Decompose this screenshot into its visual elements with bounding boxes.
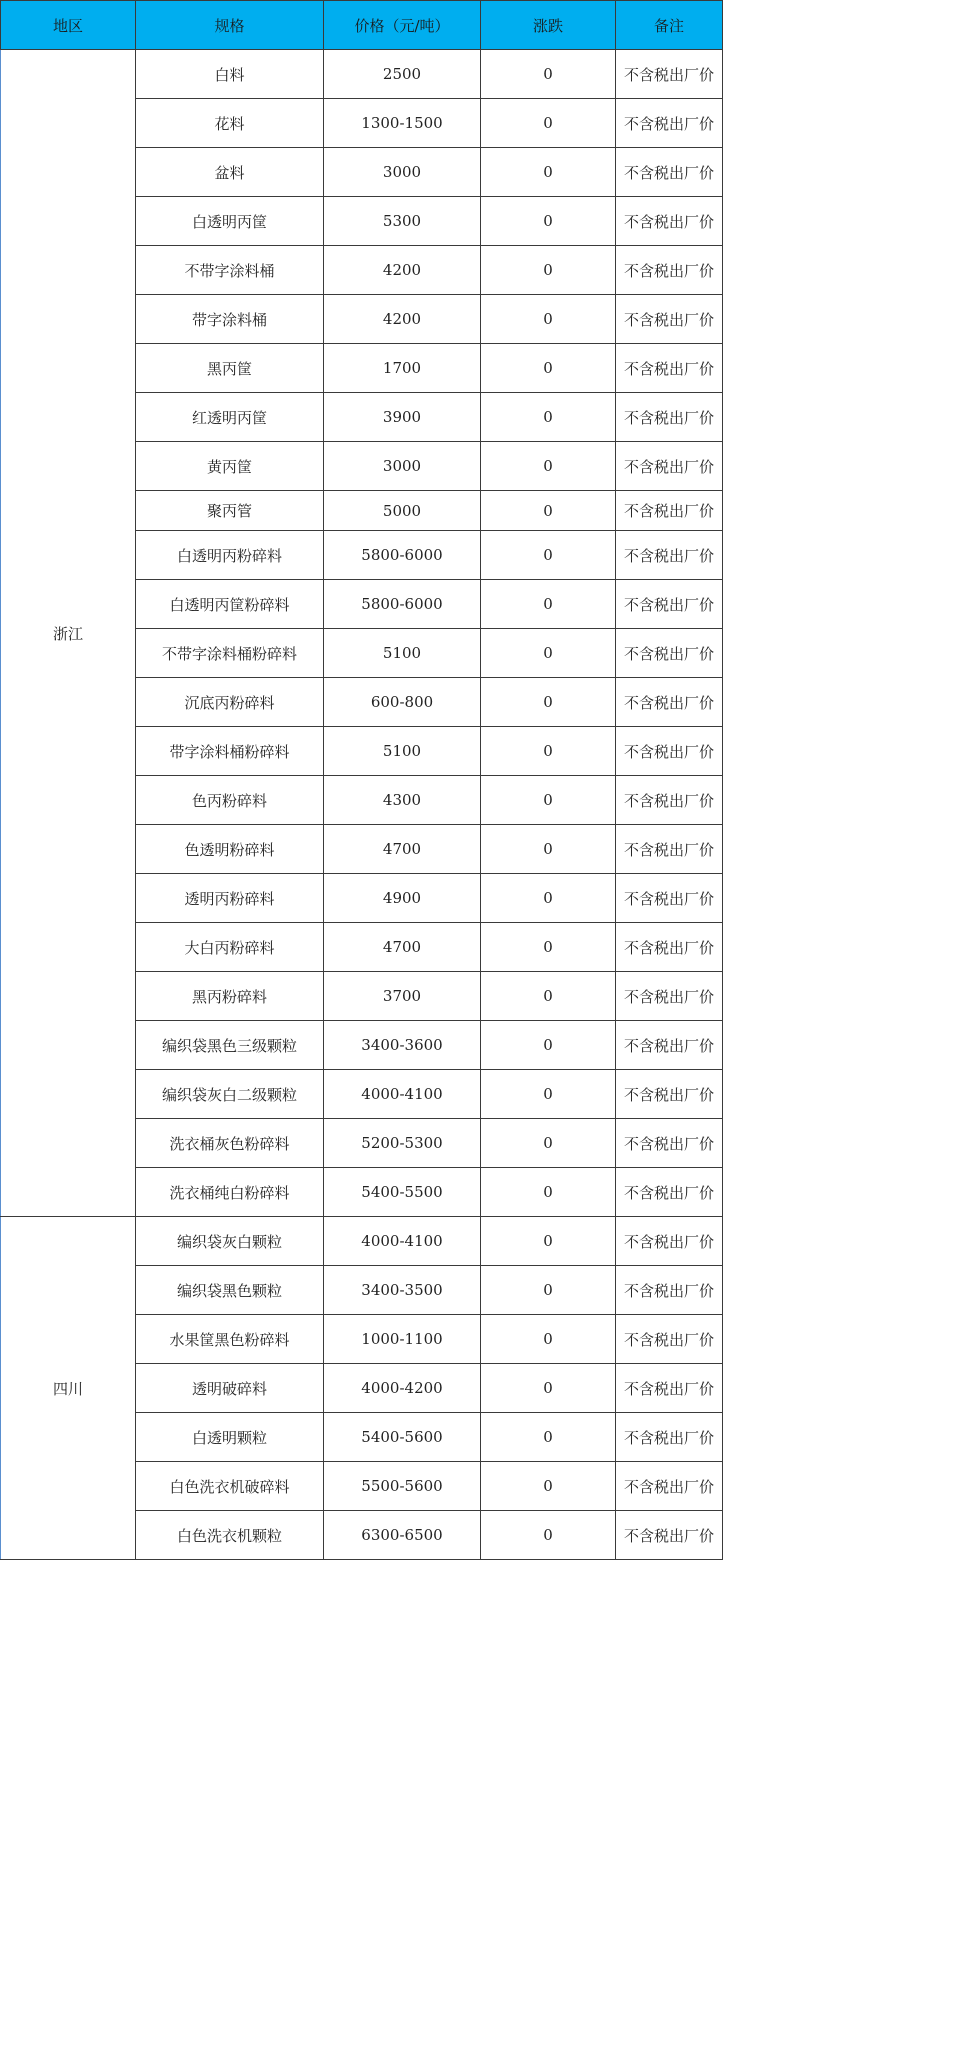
header-change: 涨跌 (481, 1, 616, 50)
price-cell: 5500-5600 (324, 1462, 481, 1511)
change-cell: 0 (481, 1168, 616, 1217)
price-cell: 4900 (324, 874, 481, 923)
price-cell: 4200 (324, 246, 481, 295)
header-row (1, 1, 723, 50)
spec-cell: 洗衣桶纯白粉碎料 (136, 1168, 324, 1217)
note-cell: 不含税出厂价 (616, 295, 723, 344)
price-cell: 3700 (324, 972, 481, 1021)
change-cell: 0 (481, 727, 616, 776)
spec-cell: 白料 (136, 50, 324, 99)
spec-cell: 洗衣桶灰色粉碎料 (136, 1119, 324, 1168)
change-cell: 0 (481, 874, 616, 923)
spec-cell: 不带字涂料桶 (136, 246, 324, 295)
price-cell: 4000-4100 (324, 1070, 481, 1119)
note-cell: 不含税出厂价 (616, 580, 723, 629)
spec-cell: 红透明丙筐 (136, 393, 324, 442)
price-cell: 5800-6000 (324, 580, 481, 629)
spec-cell: 白透明丙筐粉碎料 (136, 580, 324, 629)
spec-cell: 盆料 (136, 148, 324, 197)
spec-cell: 带字涂料桶粉碎料 (136, 727, 324, 776)
note-cell: 不含税出厂价 (616, 99, 723, 148)
price-cell: 6300-6500 (324, 1511, 481, 1560)
spec-cell: 白透明颗粒 (136, 1413, 324, 1462)
note-cell: 不含税出厂价 (616, 1266, 723, 1315)
change-cell: 0 (481, 197, 616, 246)
change-cell: 0 (481, 1070, 616, 1119)
note-cell: 不含税出厂价 (616, 531, 723, 580)
note-cell: 不含税出厂价 (616, 1462, 723, 1511)
note-cell: 不含税出厂价 (616, 1168, 723, 1217)
change-cell: 0 (481, 491, 616, 531)
note-cell: 不含税出厂价 (616, 442, 723, 491)
spec-cell: 透明丙粉碎料 (136, 874, 324, 923)
spec-cell: 大白丙粉碎料 (136, 923, 324, 972)
price-cell: 4700 (324, 923, 481, 972)
note-cell: 不含税出厂价 (616, 923, 723, 972)
price-cell: 2500 (324, 50, 481, 99)
note-cell: 不含税出厂价 (616, 1217, 723, 1266)
price-cell: 5300 (324, 197, 481, 246)
note-cell: 不含税出厂价 (616, 50, 723, 99)
price-cell: 3400-3500 (324, 1266, 481, 1315)
change-cell: 0 (481, 295, 616, 344)
header-spec: 规格 (136, 1, 324, 50)
price-cell: 1300-1500 (324, 99, 481, 148)
spec-cell: 白透明丙粉碎料 (136, 531, 324, 580)
change-cell: 0 (481, 1217, 616, 1266)
price-cell: 5400-5500 (324, 1168, 481, 1217)
price-cell: 3900 (324, 393, 481, 442)
spec-cell: 黑丙筐 (136, 344, 324, 393)
change-cell: 0 (481, 99, 616, 148)
change-cell: 0 (481, 972, 616, 1021)
region-cell: 浙江 (1, 50, 136, 1217)
spec-cell: 编织袋黑色颗粒 (136, 1266, 324, 1315)
change-cell: 0 (481, 776, 616, 825)
price-cell: 4000-4100 (324, 1217, 481, 1266)
note-cell: 不含税出厂价 (616, 1511, 723, 1560)
change-cell: 0 (481, 923, 616, 972)
price-cell: 4000-4200 (324, 1364, 481, 1413)
note-cell: 不含税出厂价 (616, 1021, 723, 1070)
spec-cell: 白色洗衣机颗粒 (136, 1511, 324, 1560)
spec-cell: 透明破碎料 (136, 1364, 324, 1413)
price-cell: 5100 (324, 629, 481, 678)
note-cell: 不含税出厂价 (616, 393, 723, 442)
note-cell: 不含税出厂价 (616, 825, 723, 874)
note-cell: 不含税出厂价 (616, 1413, 723, 1462)
note-cell: 不含税出厂价 (616, 1315, 723, 1364)
change-cell: 0 (481, 1119, 616, 1168)
note-cell: 不含税出厂价 (616, 1070, 723, 1119)
table-row (1, 1217, 723, 1266)
change-cell: 0 (481, 1511, 616, 1560)
price-cell: 600-800 (324, 678, 481, 727)
price-cell: 3400-3600 (324, 1021, 481, 1070)
header-price: 价格（元/吨） (324, 1, 481, 50)
change-cell: 0 (481, 50, 616, 99)
note-cell: 不含税出厂价 (616, 776, 723, 825)
note-cell: 不含税出厂价 (616, 491, 723, 531)
price-cell: 1700 (324, 344, 481, 393)
note-cell: 不含税出厂价 (616, 148, 723, 197)
spec-cell: 色丙粉碎料 (136, 776, 324, 825)
note-cell: 不含税出厂价 (616, 727, 723, 776)
table-header (1, 1, 723, 50)
change-cell: 0 (481, 678, 616, 727)
change-cell: 0 (481, 393, 616, 442)
price-cell: 5200-5300 (324, 1119, 481, 1168)
spec-cell: 水果筐黑色粉碎料 (136, 1315, 324, 1364)
spec-cell: 不带字涂料桶粉碎料 (136, 629, 324, 678)
spec-cell: 带字涂料桶 (136, 295, 324, 344)
spec-cell: 色透明粉碎料 (136, 825, 324, 874)
region-cell: 四川 (1, 1217, 136, 1560)
change-cell: 0 (481, 1266, 616, 1315)
spec-cell: 白色洗衣机破碎料 (136, 1462, 324, 1511)
note-cell: 不含税出厂价 (616, 197, 723, 246)
note-cell: 不含税出厂价 (616, 972, 723, 1021)
price-cell: 5000 (324, 491, 481, 531)
spec-cell: 黑丙粉碎料 (136, 972, 324, 1021)
change-cell: 0 (481, 1315, 616, 1364)
price-cell: 4700 (324, 825, 481, 874)
table-row (1, 50, 723, 99)
spec-cell: 沉底丙粉碎料 (136, 678, 324, 727)
note-cell: 不含税出厂价 (616, 629, 723, 678)
change-cell: 0 (481, 825, 616, 874)
spec-cell: 编织袋灰白颗粒 (136, 1217, 324, 1266)
spec-cell: 花料 (136, 99, 324, 148)
change-cell: 0 (481, 344, 616, 393)
price-cell: 3000 (324, 442, 481, 491)
change-cell: 0 (481, 442, 616, 491)
price-cell: 5800-6000 (324, 531, 481, 580)
price-cell: 5400-5600 (324, 1413, 481, 1462)
price-cell: 3000 (324, 148, 481, 197)
spec-cell: 编织袋灰白二级颗粒 (136, 1070, 324, 1119)
change-cell: 0 (481, 1413, 616, 1462)
change-cell: 0 (481, 1021, 616, 1070)
change-cell: 0 (481, 580, 616, 629)
note-cell: 不含税出厂价 (616, 874, 723, 923)
change-cell: 0 (481, 629, 616, 678)
spec-cell: 聚丙管 (136, 491, 324, 531)
table-body (1, 50, 723, 1560)
price-cell: 1000-1100 (324, 1315, 481, 1364)
change-cell: 0 (481, 531, 616, 580)
change-cell: 0 (481, 148, 616, 197)
spec-cell: 黄丙筐 (136, 442, 324, 491)
change-cell: 0 (481, 1462, 616, 1511)
price-cell: 4200 (324, 295, 481, 344)
note-cell: 不含税出厂价 (616, 344, 723, 393)
header-region: 地区 (1, 1, 136, 50)
note-cell: 不含税出厂价 (616, 678, 723, 727)
header-note: 备注 (616, 1, 723, 50)
note-cell: 不含税出厂价 (616, 1364, 723, 1413)
spec-cell: 白透明丙筐 (136, 197, 324, 246)
price-cell: 5100 (324, 727, 481, 776)
note-cell: 不含税出厂价 (616, 1119, 723, 1168)
change-cell: 0 (481, 246, 616, 295)
change-cell: 0 (481, 1364, 616, 1413)
spec-cell: 编织袋黑色三级颗粒 (136, 1021, 324, 1070)
note-cell: 不含税出厂价 (616, 246, 723, 295)
price-cell: 4300 (324, 776, 481, 825)
